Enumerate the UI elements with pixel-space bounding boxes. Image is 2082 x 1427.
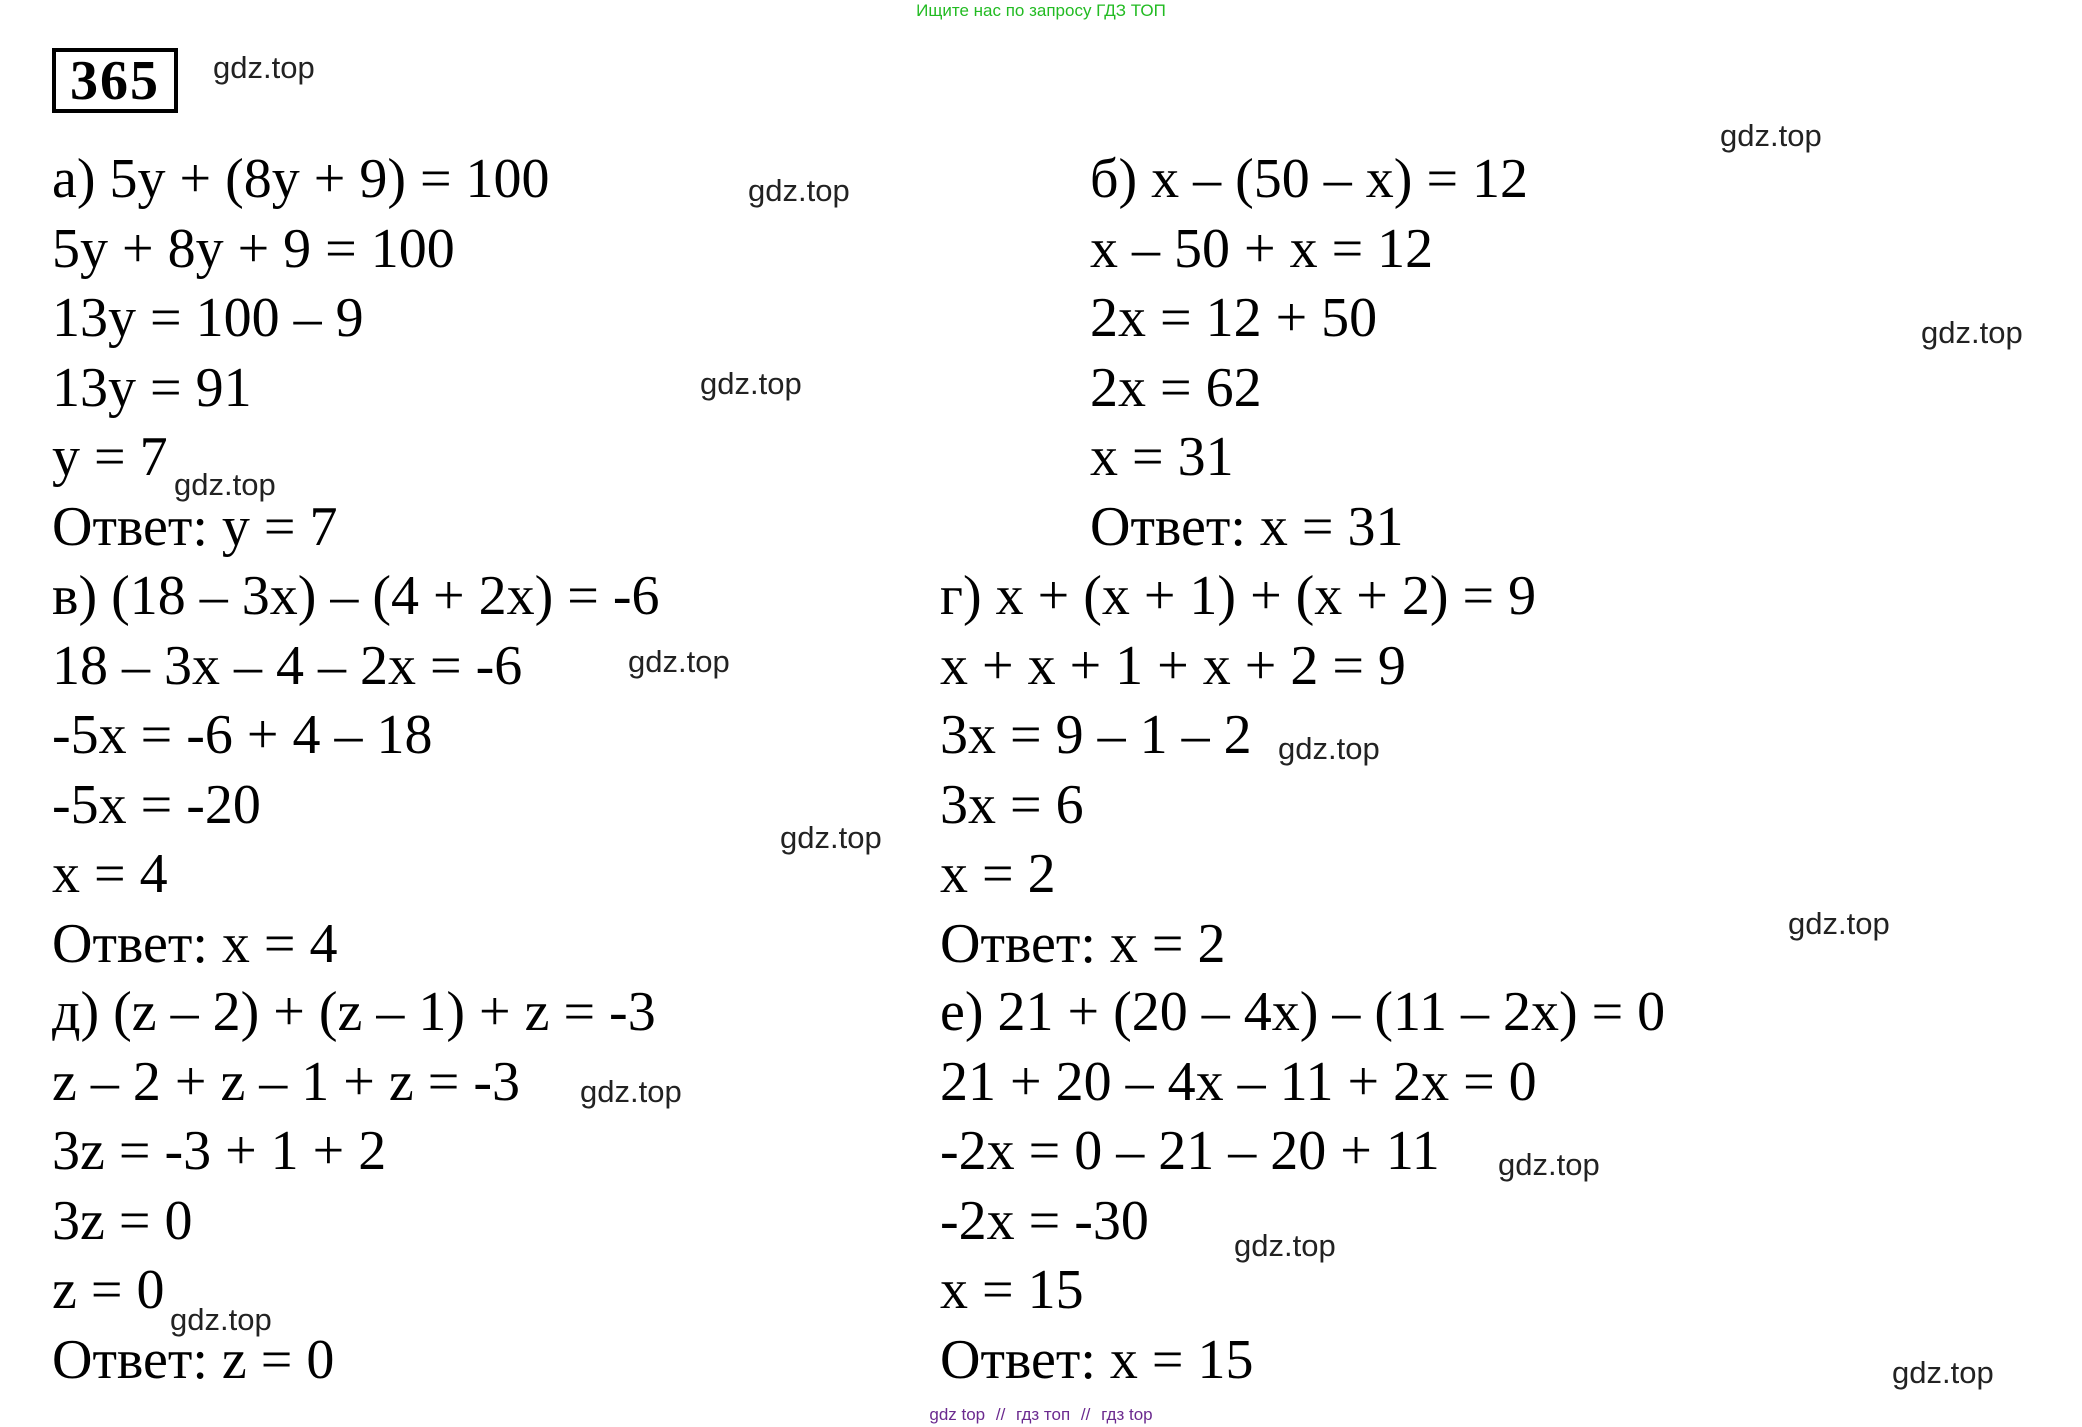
equation-line: 13y = 91 xyxy=(52,356,252,419)
watermark: gdz.top xyxy=(170,1302,272,1337)
equation-line: -2x = -30 xyxy=(940,1189,1149,1252)
equation-line: x = 2 xyxy=(940,843,1056,905)
equation-line: 3z = -3 + 1 + 2 xyxy=(52,1120,387,1182)
equation-line: -5x = -20 xyxy=(52,773,261,836)
equation-line: 13y = 100 – 9 xyxy=(52,287,364,349)
footer-link[interactable]: gdz top xyxy=(929,1405,986,1424)
equation-line: а) 5y + (8y + 9) = 100 xyxy=(52,148,550,210)
watermark: gdz.top xyxy=(748,173,850,208)
part-v xyxy=(52,562,660,979)
top-banner: Ищите нас по запросу ГДЗ ТОП xyxy=(916,1,1166,20)
part-a xyxy=(52,145,550,562)
footer-separator: // xyxy=(995,1405,1006,1424)
equation-line: x + x + 1 + x + 2 = 9 xyxy=(940,634,1406,697)
equation-line: 3z = 0 xyxy=(52,1189,193,1252)
equation-line: x = 4 xyxy=(52,843,168,905)
watermark: gdz.top xyxy=(1234,1228,1336,1263)
equation-line: 3x = 9 – 1 – 2 xyxy=(940,704,1252,766)
footer-link[interactable]: гдз top xyxy=(1101,1405,1153,1424)
equation-line: б) x – (50 – x) = 12 xyxy=(1090,148,1529,210)
watermark: gdz.top xyxy=(780,820,882,855)
watermark: gdz.top xyxy=(1788,906,1890,941)
answer-line: Ответ: y = 7 xyxy=(52,495,338,558)
answer-line: Ответ: x = 4 xyxy=(52,912,338,975)
watermark: gdz.top xyxy=(1720,118,1822,153)
watermark: gdz.top xyxy=(580,1074,682,1109)
part-g xyxy=(940,562,1536,979)
equation-line: 3x = 6 xyxy=(940,773,1084,836)
equation-line: x = 31 xyxy=(1090,426,1234,488)
equation-line: y = 7 xyxy=(52,426,168,488)
equation-line: 2x = 62 xyxy=(1090,356,1262,419)
watermark: gdz.top xyxy=(700,366,802,401)
equation-line: 2x = 12 + 50 xyxy=(1090,287,1378,349)
equation-line: в) (18 – 3x) – (4 + 2x) = -6 xyxy=(52,565,660,627)
part-d xyxy=(52,978,656,1395)
footer-link[interactable]: гдз топ xyxy=(1016,1405,1071,1424)
watermark: gdz.top xyxy=(1278,731,1380,766)
footer xyxy=(0,1405,2082,1425)
answer-line: Ответ: x = 2 xyxy=(940,912,1226,975)
part-e xyxy=(940,978,1665,1395)
watermark: gdz.top xyxy=(628,644,730,679)
equation-line: x = 15 xyxy=(940,1259,1084,1321)
equation-line: г) x + (x + 1) + (x + 2) = 9 xyxy=(940,565,1537,627)
equation-line: z = 0 xyxy=(52,1259,165,1321)
equation-line: -5x = -6 + 4 – 18 xyxy=(52,704,433,766)
equation-line: 21 + 20 – 4x – 11 + 2x = 0 xyxy=(940,1050,1537,1113)
equation-line: -2x = 0 – 21 – 20 + 11 xyxy=(940,1120,1440,1182)
answer-line: Ответ: z = 0 xyxy=(52,1328,335,1391)
equation-line: 5y + 8y + 9 = 100 xyxy=(52,217,455,280)
equation-line: д) (z – 2) + (z – 1) + z = -3 xyxy=(52,981,656,1043)
equation-line: 18 – 3x – 4 – 2x = -6 xyxy=(52,634,523,697)
equation-line: z – 2 + z – 1 + z = -3 xyxy=(52,1050,520,1113)
watermark: gdz.top xyxy=(1892,1355,1994,1390)
task-number: 365 xyxy=(52,48,178,113)
answer-line: Ответ: x = 15 xyxy=(940,1328,1254,1391)
part-b xyxy=(1090,145,1528,562)
watermark: gdz.top xyxy=(1498,1147,1600,1182)
watermark: gdz.top xyxy=(174,467,276,502)
watermark: gdz.top xyxy=(213,50,315,85)
footer-separator: // xyxy=(1080,1405,1091,1424)
equation-line: е) 21 + (20 – 4x) – (11 – 2x) = 0 xyxy=(940,981,1666,1043)
equation-line: x – 50 + x = 12 xyxy=(1090,217,1434,280)
answer-line: Ответ: x = 31 xyxy=(1090,495,1404,558)
watermark: gdz.top xyxy=(1921,315,2023,350)
